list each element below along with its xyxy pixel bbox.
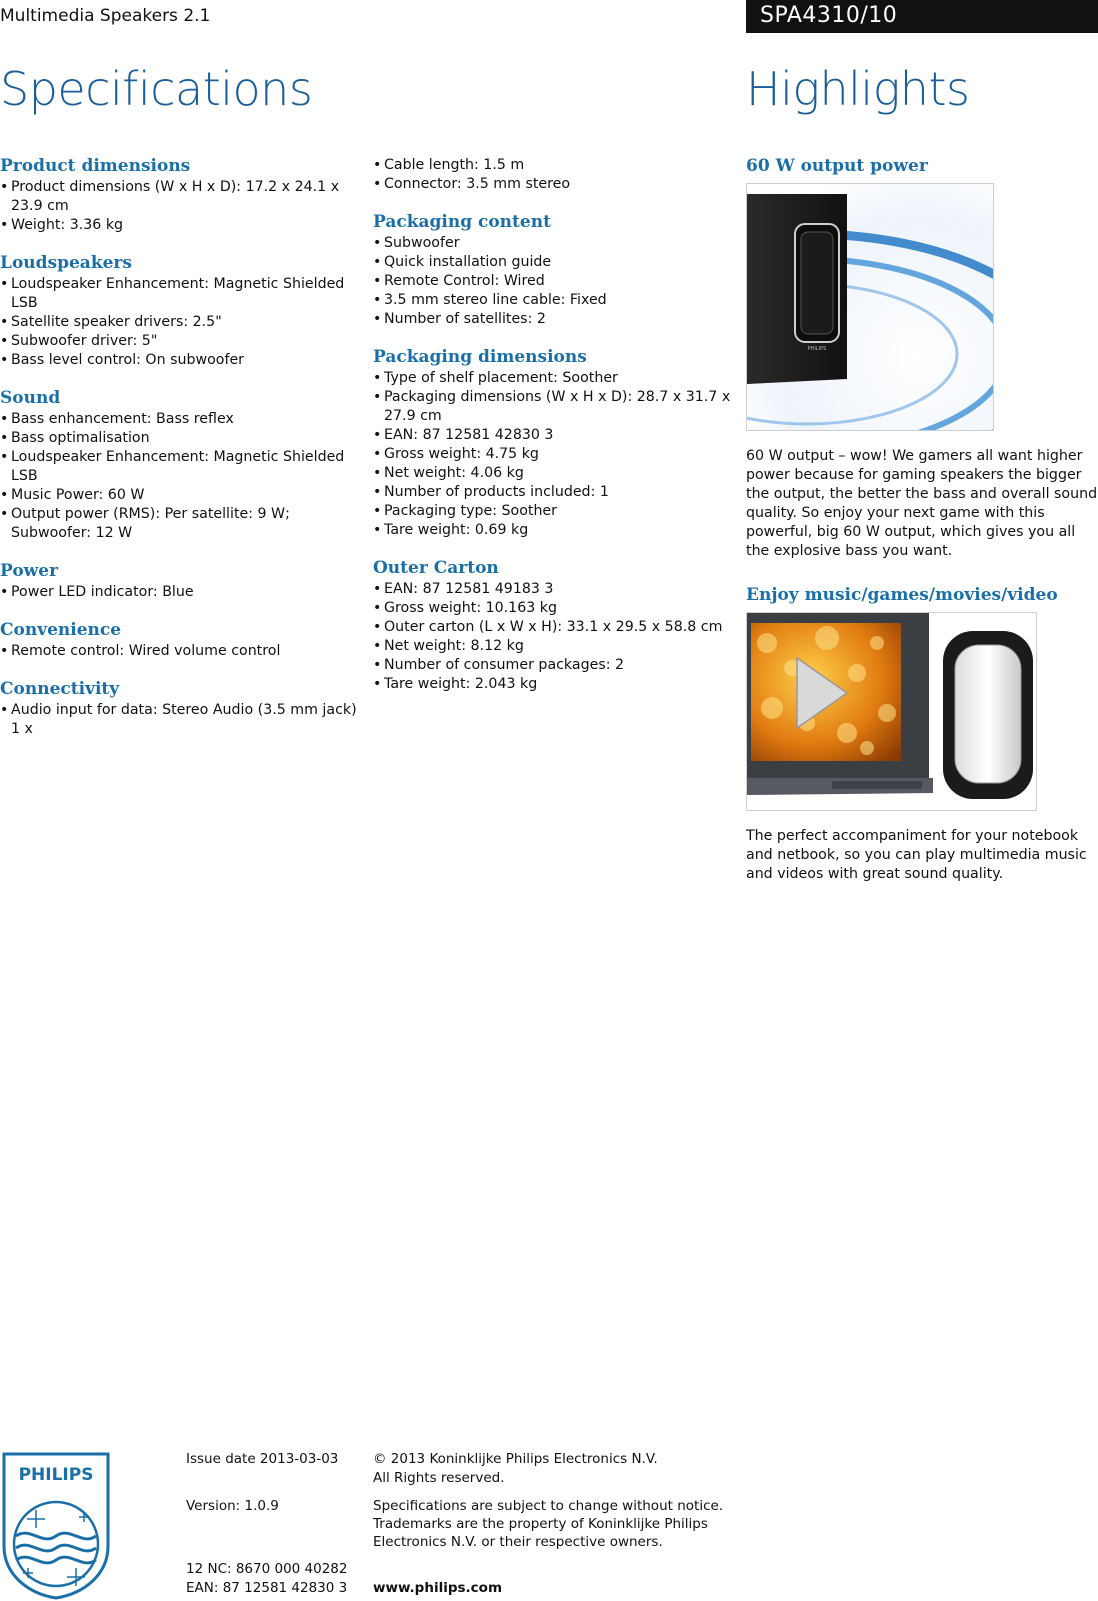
notebook-illustration <box>747 613 1036 810</box>
spec-section-title: Product dimensions <box>0 156 191 176</box>
rights: All Rights reserved. <box>373 1470 505 1486</box>
brand-label: PHILIPS <box>807 346 827 352</box>
spec-item: • Number of consumer packages: 2 <box>373 656 733 675</box>
spec-continued-list <box>373 156 733 194</box>
highlight-description: 60 W output – wow! We gamers all want higher power because for gaming speakers the bigger the output, the better the bass and overall sound quality. So enjoy your next game with this powerful, big 60 W output, which gives you all the explosive bass you want. <box>746 448 1098 559</box>
highlight-description: The perfect accompaniment for your notebook and netbook, so you can play multimedia music and videos with great sound quality. <box>746 828 1087 882</box>
spec-item: • Type of shelf placement: Soother <box>373 369 733 388</box>
spec-list <box>373 580 733 694</box>
spec-column-1 <box>0 156 360 757</box>
spec-item: • Subwoofer driver: 5" <box>0 332 360 351</box>
spec-list <box>0 583 360 602</box>
spec-item: • Bass optimalisation <box>0 429 360 448</box>
spec-list <box>0 642 360 661</box>
spec-section <box>0 561 360 602</box>
spec-list <box>373 234 733 329</box>
spec-item: • Product dimensions (W x H x D): 17.2 x 24.1 x 23.9 cm <box>0 178 360 216</box>
spec-item: • Gross weight: 10.163 kg <box>373 599 733 618</box>
spec-item: • 3.5 mm stereo line cable: Fixed <box>373 291 733 310</box>
spec-item: • Net weight: 4.06 kg <box>373 464 733 483</box>
copyright: © 2013 Koninklijke Philips Electronics N.V. <box>373 1451 658 1467</box>
spec-section <box>0 388 360 543</box>
spec-item: • Loudspeaker Enhancement: Magnetic Shielded LSB <box>0 448 360 486</box>
product-category: Multimedia Speakers 2.1 <box>0 6 211 26</box>
highlights-column <box>746 156 1098 908</box>
spec-column-2 <box>373 156 733 712</box>
spec-section <box>373 347 733 540</box>
spec-item: • Remote control: Wired volume control <box>0 642 360 661</box>
version: Version: 1.0.9 <box>186 1498 279 1514</box>
spec-list <box>0 275 360 370</box>
spec-section <box>0 679 360 739</box>
spec-section-title: Convenience <box>0 620 122 640</box>
spec-list <box>0 410 360 543</box>
spec-item: • Tare weight: 2.043 kg <box>373 675 733 694</box>
spec-section-title: Sound <box>0 388 61 408</box>
spec-item: • Loudspeaker Enhancement: Magnetic Shielded LSB <box>0 275 360 313</box>
spec-list <box>0 178 360 235</box>
ean-number: EAN: 87 12581 42830 3 <box>186 1580 348 1596</box>
spec-item: • Connector: 3.5 mm stereo <box>373 175 733 194</box>
spec-list <box>0 701 360 739</box>
logo-text: PHILIPS <box>18 1465 94 1485</box>
nc-number: 12 NC: 8670 000 40282 <box>186 1561 348 1577</box>
spec-section-title: Loudspeakers <box>0 253 132 273</box>
spec-item: • EAN: 87 12581 42830 3 <box>373 426 733 445</box>
spec-item: • Packaging dimensions (W x H x D): 28.7 x 31.7 x 27.9 cm <box>373 388 733 426</box>
highlight-title: Enjoy music/games/movies/video <box>746 585 1058 605</box>
spec-section-title: Outer Carton <box>373 558 499 578</box>
highlight-title: 60 W output power <box>746 156 928 176</box>
spec-section-title: Connectivity <box>0 679 120 699</box>
disclaimer-line-1: Specifications are subject to change without notice. <box>373 1498 724 1514</box>
subwoofer-image <box>746 183 994 431</box>
spec-item: • Output power (RMS): Per satellite: 9 W; Subwoofer: 12 W <box>0 505 360 543</box>
website-link[interactable]: www.philips.com <box>373 1580 503 1596</box>
issue-date: Issue date 2013-03-03 <box>186 1451 339 1467</box>
spec-section-title: Power <box>0 561 59 581</box>
spec-item: • Bass level control: On subwoofer <box>0 351 360 370</box>
subwoofer-illustration <box>747 184 993 430</box>
model-number: SPA4310/10 <box>760 3 898 28</box>
spec-item: • Gross weight: 4.75 kg <box>373 445 733 464</box>
spec-item: • Cable length: 1.5 m <box>373 156 733 175</box>
spec-section <box>373 558 733 694</box>
spec-item: • Number of products included: 1 <box>373 483 733 502</box>
spec-section <box>0 156 360 235</box>
highlight-multimedia <box>746 585 1098 884</box>
disclaimer-line-2: Trademarks are the property of Koninklijke Philips <box>373 1516 708 1532</box>
spec-item: • Remote Control: Wired <box>373 272 733 291</box>
spec-item: • Net weight: 8.12 kg <box>373 637 733 656</box>
spec-item: • Number of satellites: 2 <box>373 310 733 329</box>
spec-section-title: Packaging content <box>373 212 551 232</box>
spec-item: • Music Power: 60 W <box>0 486 360 505</box>
spec-item: • Power LED indicator: Blue <box>0 583 360 602</box>
highlights-heading: Highlights <box>746 62 970 116</box>
spec-item: • Weight: 3.36 kg <box>0 216 360 235</box>
spec-item: • EAN: 87 12581 49183 3 <box>373 580 733 599</box>
spec-item: • Subwoofer <box>373 234 733 253</box>
spec-section <box>0 620 360 661</box>
disclaimer-line-3: Electronics N.V. or their respective owners. <box>373 1534 663 1550</box>
spec-section <box>373 212 733 329</box>
spec-item: • Audio input for data: Stereo Audio (3.5 mm jack) 1 x <box>0 701 360 739</box>
spec-item: • Outer carton (L x W x H): 33.1 x 29.5 x 58.8 cm <box>373 618 733 637</box>
specifications-heading: Specifications <box>0 62 313 116</box>
spec-item: • Satellite speaker drivers: 2.5" <box>0 313 360 332</box>
spec-item: • Quick installation guide <box>373 253 733 272</box>
spec-section <box>0 253 360 370</box>
footer <box>0 1440 1098 1601</box>
notebook-speaker-image <box>746 612 1037 811</box>
spec-section-title: Packaging dimensions <box>373 347 587 367</box>
spec-item: • Bass enhancement: Bass reflex <box>0 410 360 429</box>
spec-item: • Packaging type: Soother <box>373 502 733 521</box>
spec-list <box>373 369 733 540</box>
model-number-bar <box>746 0 1098 33</box>
spec-item: • Tare weight: 0.69 kg <box>373 521 733 540</box>
highlight-output-power <box>746 156 1098 561</box>
philips-shield-logo <box>0 1450 112 1600</box>
